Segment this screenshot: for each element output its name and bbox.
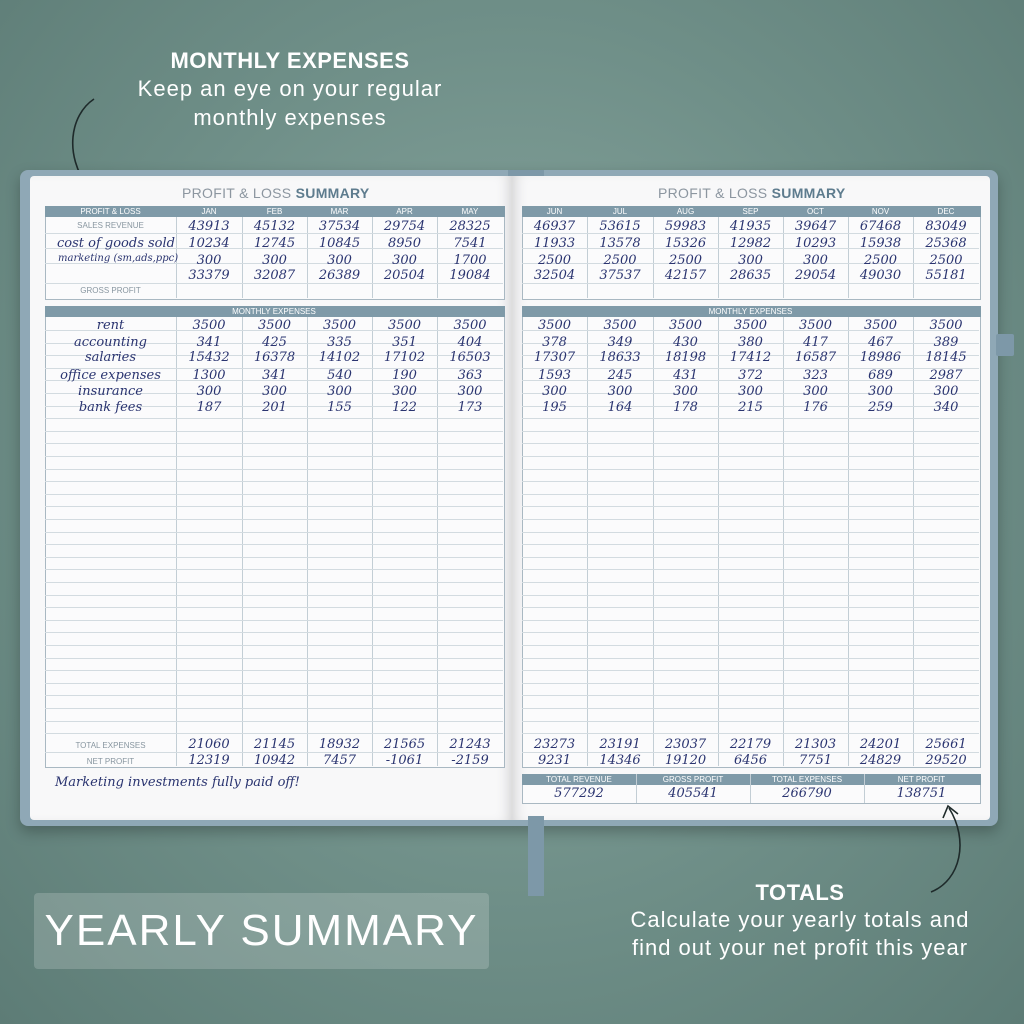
- pl-value: 26389: [318, 268, 361, 283]
- row-divider: [45, 557, 503, 558]
- row-divider: [522, 695, 979, 696]
- expense-value: 17307: [533, 350, 576, 365]
- expense-value: 300: [327, 384, 352, 399]
- expense-value: 372: [738, 368, 763, 383]
- expenses-header-label: MONTHLY EXPENSES: [232, 307, 316, 316]
- total-expenses-value: 23037: [664, 737, 707, 752]
- expense-value: 16378: [253, 350, 296, 365]
- expense-value: 417: [803, 335, 828, 350]
- pl-value: 49030: [859, 268, 902, 283]
- expense-value: 18986: [859, 350, 902, 365]
- pl-value: 33379: [188, 268, 230, 283]
- expense-value: 431: [673, 368, 698, 383]
- row-divider: [45, 670, 503, 671]
- net-profit-value: 19120: [664, 753, 707, 768]
- expense-value: 173: [457, 400, 483, 415]
- expense-label: bank fees: [78, 400, 143, 415]
- header-cell: APR: [396, 207, 413, 216]
- row-divider: [522, 519, 979, 520]
- expense-value: 349: [607, 335, 633, 350]
- expense-value: 1593: [537, 368, 572, 383]
- pl-value: 43913: [188, 219, 230, 234]
- expense-label: rent: [96, 318, 125, 333]
- expense-value: 341: [196, 335, 222, 350]
- right-page-title: PROFIT & LOSS SUMMARY: [658, 185, 846, 201]
- expense-value: 18198: [664, 350, 707, 365]
- pl-value: 37534: [318, 219, 361, 234]
- header-cell: PROFIT & LOSS: [80, 207, 141, 216]
- net-profit-value: 14346: [599, 753, 641, 768]
- net-profit-label: NET PROFIT: [86, 757, 135, 766]
- row-divider: [45, 443, 503, 444]
- expense-value: 16587: [794, 350, 837, 365]
- net-profit-value: -2159: [451, 753, 489, 768]
- expense-label: insurance: [78, 384, 143, 399]
- pl-value: 8950: [387, 236, 422, 251]
- expense-value: 155: [327, 400, 352, 415]
- row-divider: [45, 519, 503, 520]
- expense-value: 15432: [188, 350, 230, 365]
- expense-value: 259: [868, 400, 893, 415]
- row-divider: [522, 569, 979, 570]
- pl-value: 59983: [664, 219, 707, 234]
- expense-value: 16503: [449, 350, 491, 365]
- header-cell: NOV: [871, 207, 890, 216]
- row-divider: [522, 645, 979, 646]
- pl-value: 12982: [729, 236, 772, 251]
- row-divider: [522, 469, 979, 470]
- pl-value: 29054: [794, 268, 837, 283]
- net-profit-value: 7457: [322, 753, 357, 768]
- row-divider: [522, 582, 979, 583]
- expense-value: 300: [607, 384, 633, 399]
- net-profit-value: 24829: [859, 753, 902, 768]
- expense-value: 3500: [453, 318, 487, 333]
- pl-value: 37537: [599, 268, 641, 283]
- row-divider: [522, 595, 979, 596]
- expense-value: 18633: [599, 350, 641, 365]
- row-divider: [45, 569, 503, 570]
- expense-value: 323: [803, 368, 828, 383]
- pl-value: 29754: [383, 219, 426, 234]
- expense-value: 540: [327, 368, 352, 383]
- elastic-band: [996, 334, 1014, 356]
- expense-value: 351: [392, 335, 417, 350]
- totals-callout: [590, 880, 1010, 962]
- expense-label: office expenses: [60, 368, 161, 383]
- pl-value: 7541: [453, 236, 487, 251]
- expense-value: 335: [327, 335, 352, 350]
- pl-value: 42157: [664, 268, 707, 283]
- totals-value: 405541: [668, 786, 718, 801]
- pl-value: 32504: [533, 268, 576, 283]
- expense-value: 178: [673, 400, 698, 415]
- expense-value: 14102: [318, 350, 361, 365]
- total-expenses-value: 22179: [729, 737, 772, 752]
- expense-value: 3500: [863, 318, 898, 333]
- pl-value: 25368: [925, 236, 967, 251]
- row-divider: [45, 607, 503, 608]
- expense-value: 245: [607, 368, 633, 383]
- pl-value: 10234: [188, 236, 230, 251]
- row-divider: [45, 582, 503, 583]
- total-expenses-value: 23191: [599, 737, 641, 752]
- row-divider: [45, 544, 503, 545]
- callout-line-2: find out your net profit this year: [631, 935, 969, 960]
- row-divider: [45, 733, 503, 734]
- expense-value: 1300: [192, 368, 226, 383]
- net-profit-value: 9231: [537, 753, 572, 768]
- row-divider: [522, 431, 979, 432]
- callout-line-1: Keep an eye on your regular: [137, 76, 443, 101]
- expense-value: 195: [542, 400, 567, 415]
- row-divider: [522, 506, 979, 507]
- expense-value: 363: [457, 368, 483, 383]
- pl-value: 2500: [863, 253, 898, 268]
- pl-value: 20504: [383, 268, 426, 283]
- header-cell: JAN: [201, 207, 217, 216]
- callout-heading: MONTHLY EXPENSES: [170, 48, 410, 73]
- pl-value: 300: [327, 253, 352, 268]
- row-divider: [45, 658, 503, 659]
- totals-header-cell: TOTAL REVENUE: [546, 775, 612, 784]
- row-divider: [45, 431, 503, 432]
- expense-value: 300: [262, 384, 287, 399]
- expense-value: 341: [262, 368, 287, 383]
- expense-value: 3500: [929, 318, 963, 333]
- pl-value: 15326: [664, 236, 707, 251]
- total-expenses-value: 21060: [188, 737, 230, 752]
- pl-value: 10293: [794, 236, 837, 251]
- expense-value: 404: [457, 335, 483, 350]
- expense-value: 190: [392, 368, 417, 383]
- expense-value: 380: [738, 335, 763, 350]
- expense-value: 3500: [322, 318, 357, 333]
- header-cell: DEC: [937, 207, 955, 216]
- expense-value: 122: [392, 400, 417, 415]
- pl-value: 13578: [599, 236, 641, 251]
- header-cell: AUG: [676, 207, 695, 216]
- row-divider: [522, 532, 979, 533]
- expense-value: 3500: [257, 318, 292, 333]
- expense-value: 689: [868, 368, 893, 383]
- pl-value: 55181: [925, 268, 967, 283]
- pl-value: 41935: [729, 219, 772, 234]
- expense-value: 2987: [929, 368, 963, 383]
- expense-value: 176: [803, 400, 828, 415]
- expense-value: 340: [933, 400, 959, 415]
- row-divider: [522, 721, 979, 722]
- row-divider: [45, 469, 503, 470]
- expense-value: 425: [262, 335, 287, 350]
- totals-header-cell: NET PROFIT: [897, 775, 946, 784]
- net-profit-value: -1061: [385, 753, 424, 768]
- pl-value: 45132: [253, 219, 296, 234]
- expense-label: accounting: [74, 335, 147, 350]
- header-cell: MAR: [330, 207, 349, 216]
- expense-value: 164: [607, 400, 633, 415]
- total-expenses-value: 21565: [383, 737, 426, 752]
- row-divider: [522, 670, 979, 671]
- pl-value: 2500: [537, 253, 572, 268]
- callout-heading: TOTALS: [755, 880, 845, 905]
- net-profit-value: 12319: [188, 753, 230, 768]
- totals-value: 138751: [896, 786, 947, 801]
- pl-value: 46937: [533, 219, 576, 234]
- expense-value: 467: [868, 335, 893, 350]
- pl-value: 300: [196, 253, 222, 268]
- pl-value: 1700: [453, 253, 487, 268]
- expense-value: 187: [196, 400, 222, 415]
- pl-value: 39647: [794, 219, 837, 234]
- header-cell: MAY: [461, 207, 479, 216]
- yearly-summary-badge: YEARLY SUMMARY: [34, 893, 489, 969]
- callout-line-2: monthly expenses: [193, 105, 387, 130]
- header-cell: JUL: [612, 207, 628, 216]
- header-cell: OCT: [807, 207, 824, 216]
- row-divider: [522, 733, 979, 734]
- expense-value: 3500: [387, 318, 422, 333]
- pl-value: 67468: [859, 219, 902, 234]
- net-profit-value: 10942: [253, 753, 296, 768]
- row-divider: [522, 494, 979, 495]
- expense-value: 300: [196, 384, 222, 399]
- pl-value: 83049: [925, 219, 967, 234]
- row-divider: [522, 607, 979, 608]
- totals-value: 266790: [782, 786, 832, 801]
- row-divider: [45, 418, 503, 419]
- row-divider: [522, 683, 979, 684]
- row-divider: [522, 708, 979, 709]
- pl-value: 300: [738, 253, 763, 268]
- expense-value: 300: [803, 384, 828, 399]
- pl-value: 10845: [318, 236, 361, 251]
- net-profit-value: 29520: [925, 753, 967, 768]
- row-divider: [45, 283, 503, 284]
- row-divider: [522, 658, 979, 659]
- header-cell: JUN: [546, 207, 563, 216]
- note-text: Marketing investments fully paid off!: [55, 775, 300, 790]
- expense-value: 430: [673, 335, 698, 350]
- callout-line-1: Calculate your yearly totals and: [630, 907, 970, 932]
- pl-value: 11933: [533, 236, 576, 251]
- pl-value: 15938: [859, 236, 902, 251]
- sales-revenue-label: SALES REVENUE: [77, 221, 144, 230]
- expense-value: 18145: [925, 350, 967, 365]
- pl-value: 2500: [929, 253, 963, 268]
- row-divider: [522, 632, 979, 633]
- expense-value: 300: [392, 384, 417, 399]
- pl-value: 19084: [449, 268, 491, 283]
- gross-profit-label: GROSS PROFIT: [80, 286, 141, 295]
- total-expenses-value: 21243: [449, 737, 491, 752]
- row-divider: [522, 620, 979, 621]
- expense-value: 3500: [733, 318, 768, 333]
- total-expenses-value: 23273: [533, 737, 576, 752]
- pl-value: 300: [392, 253, 417, 268]
- total-expenses-value: 25661: [925, 737, 967, 752]
- pl-value: 53615: [599, 219, 641, 234]
- row-divider: [522, 418, 979, 419]
- pl-value: 300: [803, 253, 828, 268]
- row-divider: [45, 695, 503, 696]
- row-divider: [522, 456, 979, 457]
- pl-value: 28635: [729, 268, 772, 283]
- expense-value: 3500: [537, 318, 572, 333]
- pl-value: 32087: [253, 268, 296, 283]
- expense-value: 215: [738, 400, 763, 415]
- row-divider: [45, 708, 503, 709]
- row-label: marketing (sm,ads,ppc): [58, 253, 179, 264]
- net-profit-value: 7751: [798, 753, 833, 768]
- row-divider: [45, 494, 503, 495]
- expense-value: 389: [933, 335, 959, 350]
- expense-value: 300: [673, 384, 698, 399]
- row-divider: [45, 632, 503, 633]
- row-divider: [45, 645, 503, 646]
- header-cell: SEP: [742, 207, 759, 216]
- row-divider: [45, 620, 503, 621]
- left-page-title: PROFIT & LOSS SUMMARY: [182, 185, 370, 201]
- row-divider: [45, 532, 503, 533]
- expense-value: 300: [542, 384, 567, 399]
- expense-value: 300: [457, 384, 483, 399]
- expense-value: 17412: [729, 350, 772, 365]
- expense-value: 3500: [603, 318, 637, 333]
- pl-value: 12745: [253, 236, 296, 251]
- expense-value: 300: [868, 384, 893, 399]
- total-expenses-value: 24201: [859, 737, 902, 752]
- total-expenses-label: TOTAL EXPENSES: [75, 741, 146, 750]
- row-label: cost of goods sold: [57, 236, 175, 251]
- row-divider: [45, 506, 503, 507]
- row-divider: [522, 481, 979, 482]
- expense-value: 201: [262, 400, 287, 415]
- row-divider: [45, 683, 503, 684]
- row-divider: [522, 557, 979, 558]
- row-divider: [522, 283, 979, 284]
- expense-value: 3500: [668, 318, 703, 333]
- expense-value: 300: [933, 384, 959, 399]
- row-divider: [45, 481, 503, 482]
- expenses-header-label: MONTHLY EXPENSES: [708, 307, 793, 316]
- expense-value: 3500: [192, 318, 226, 333]
- header-cell: FEB: [266, 207, 283, 216]
- total-expenses-value: 21145: [253, 737, 296, 752]
- bookmark-ribbon: [528, 816, 544, 896]
- pl-value: 28325: [449, 219, 491, 234]
- row-divider: [522, 544, 979, 545]
- total-expenses-value: 21303: [794, 737, 837, 752]
- expense-value: 378: [542, 335, 567, 350]
- totals-value: 577292: [554, 786, 604, 801]
- row-divider: [45, 721, 503, 722]
- totals-header-cell: TOTAL EXPENSES: [771, 775, 843, 784]
- pl-value: 2500: [668, 253, 703, 268]
- net-profit-value: 6456: [733, 753, 768, 768]
- expense-label: salaries: [84, 350, 137, 365]
- expense-value: 3500: [798, 318, 833, 333]
- row-divider: [522, 443, 979, 444]
- expense-value: 17102: [383, 350, 426, 365]
- total-expenses-value: 18932: [318, 737, 361, 752]
- expense-value: 300: [738, 384, 763, 399]
- row-divider: [45, 595, 503, 596]
- monthly-expenses-callout: [95, 48, 485, 132]
- pl-value: 2500: [603, 253, 637, 268]
- row-divider: [45, 456, 503, 457]
- pl-value: 300: [262, 253, 287, 268]
- totals-header-cell: GROSS PROFIT: [662, 775, 724, 784]
